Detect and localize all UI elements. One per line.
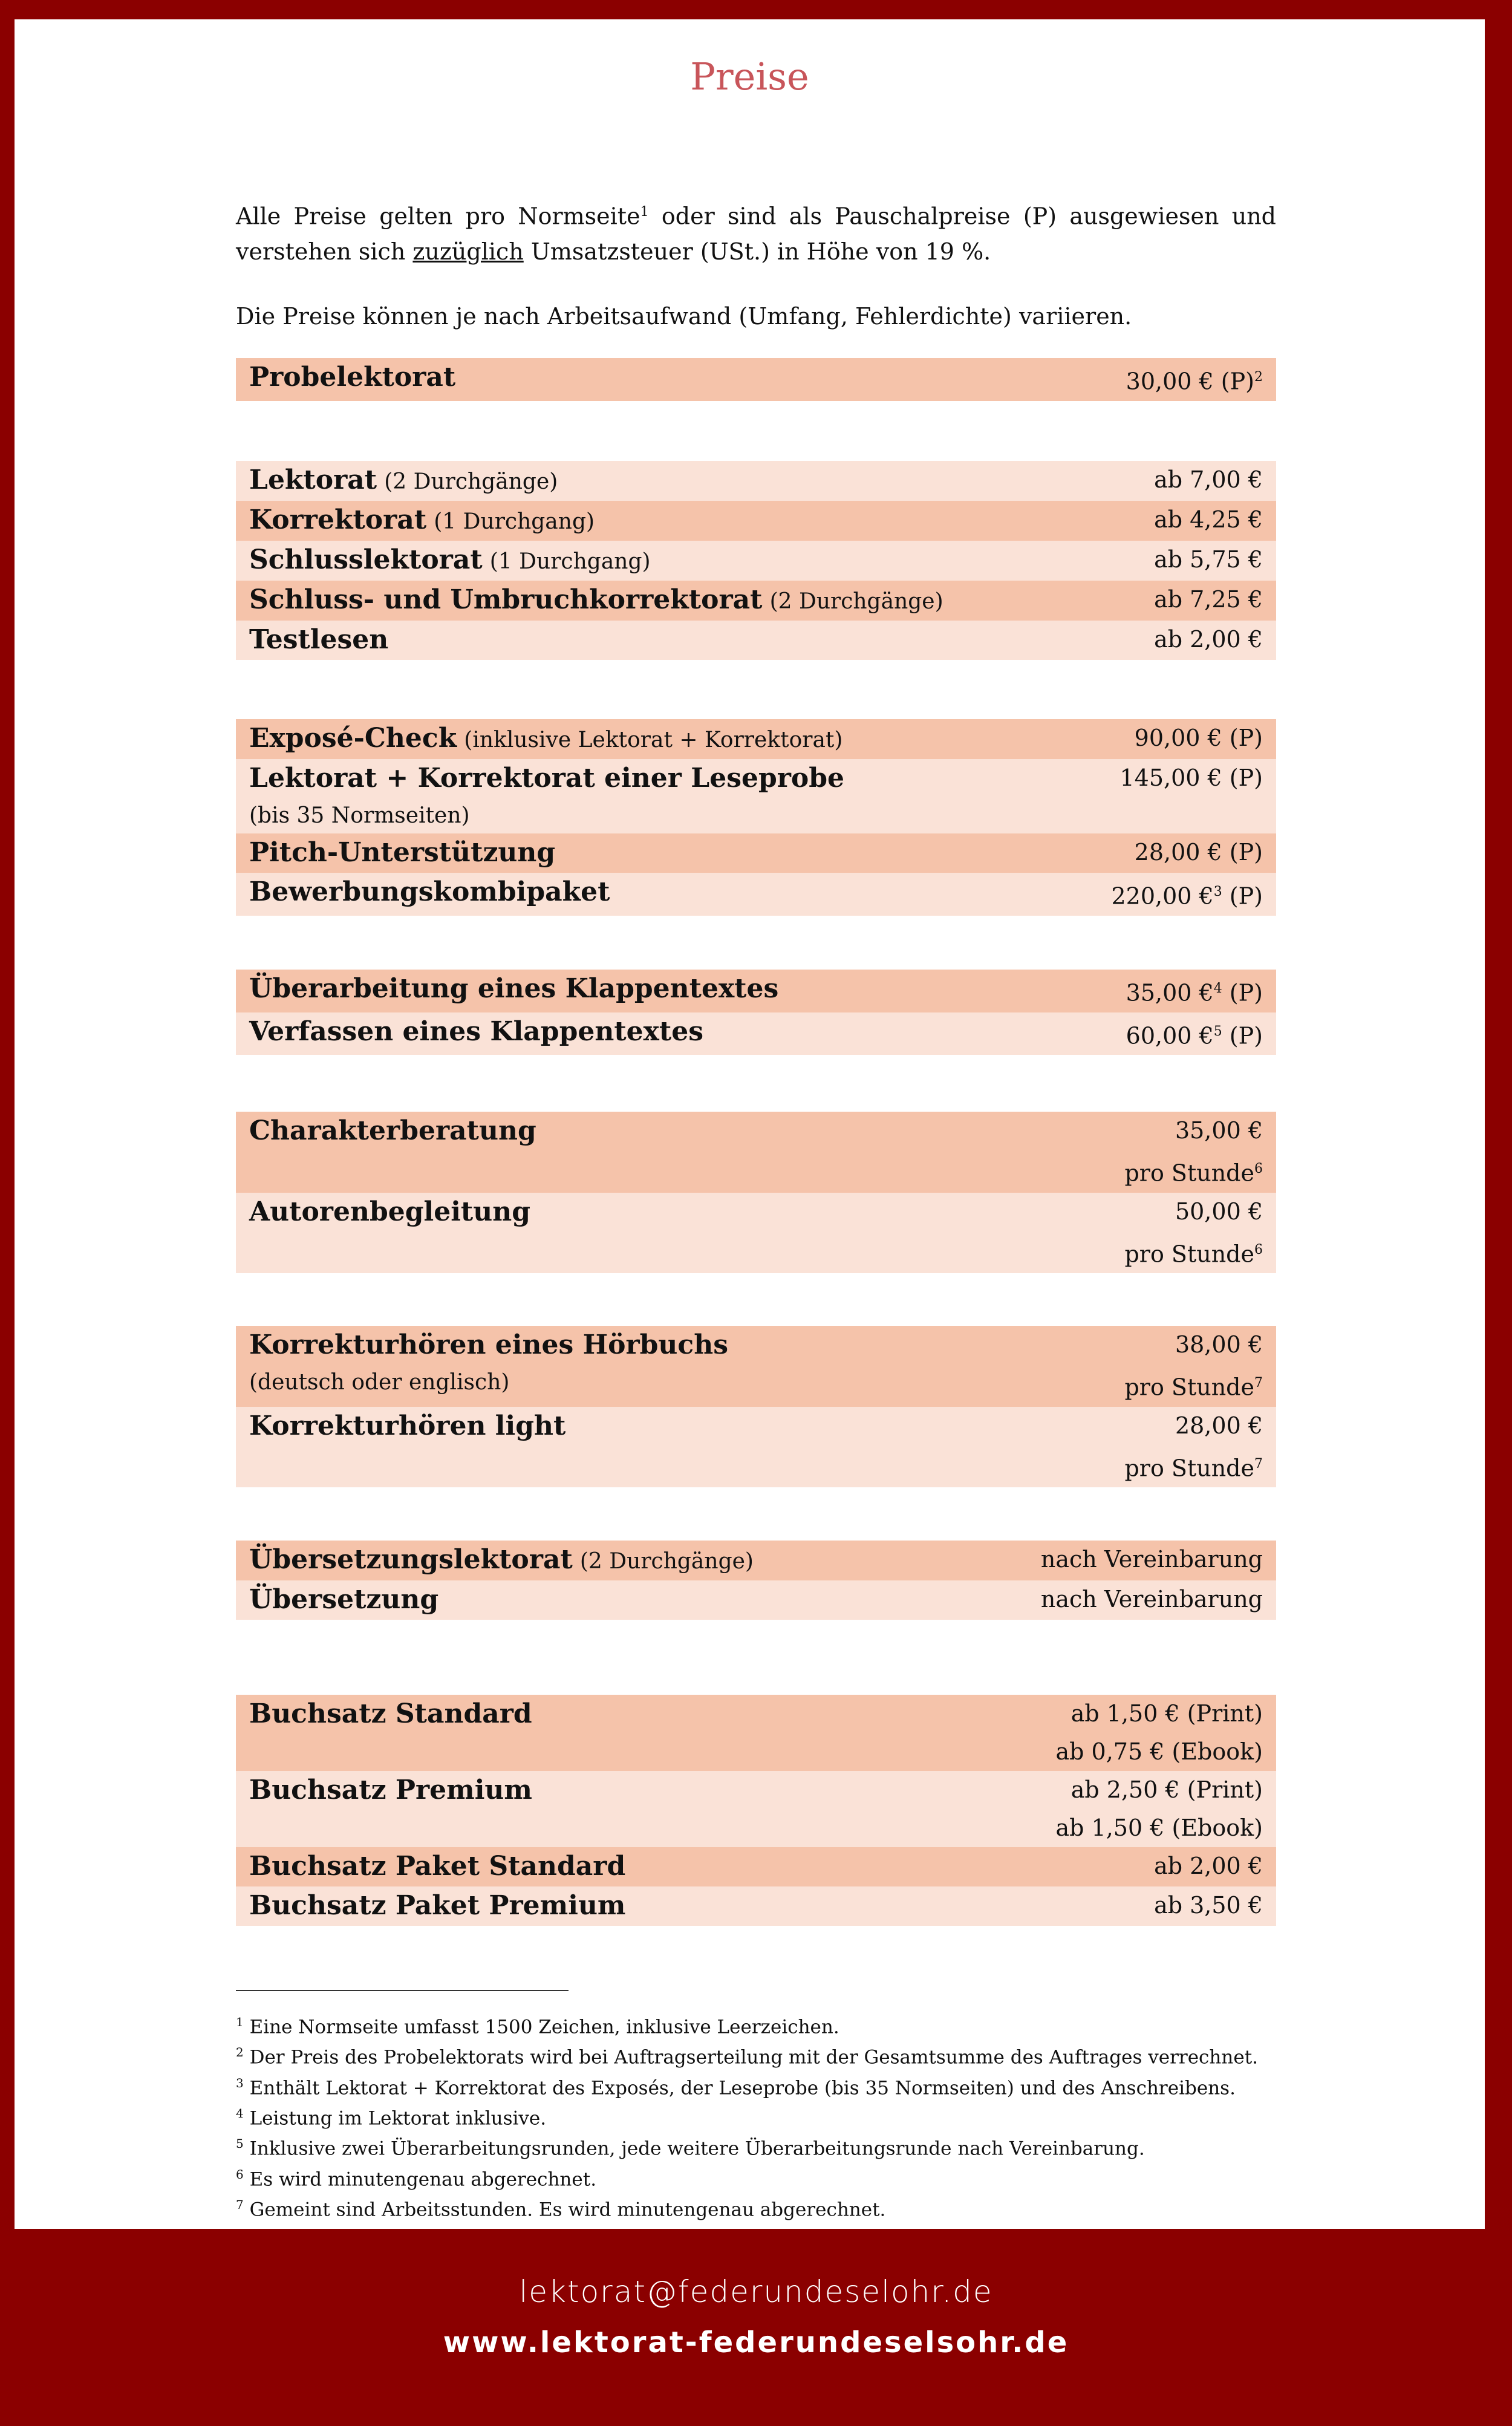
footnote: $^2$ Der Preis des Probelektorats wird bei Auftragserteilung mit der Gesamtsumme des Auftrages verrechnet. — [236, 2045, 1259, 2069]
price-row: Bewerbungskombipaket 220,00 €$^3$ (P) — [236, 873, 1276, 916]
price-group-lektorat — [236, 461, 1276, 660]
footnote: $^4$ Leistung im Lektorat inklusive. — [236, 2105, 547, 2130]
price-row: Charakterberatung 35,00 € pro Stunde$^6$ — [236, 1112, 1276, 1193]
price-group-hoerbuch — [236, 1326, 1276, 1487]
price-group-expose — [236, 719, 1276, 916]
price-row: Buchsatz Premium ab 2,50 € (Print) ab 1,50 € (Ebook) — [236, 1771, 1276, 1847]
price-row: Lektorat (2 Durchgänge) ab 7,00 € — [236, 461, 1276, 501]
price-row: Schlusslektorat (1 Durchgang) ab 5,75 € — [236, 541, 1276, 581]
price-row: Verfassen eines Klappentextes 60,00 €$^5$ (P) — [236, 1012, 1276, 1055]
price-row: Pitch-Unterstützung 28,00 € (P) — [236, 833, 1276, 873]
price-group-klappentext — [236, 970, 1276, 1055]
footer-website[interactable]: www.lektorat-federundeselsohr.de — [443, 2326, 1069, 2359]
price-row: Buchsatz Paket Premium ab 3,50 € — [236, 1886, 1276, 1926]
price-row: Lektorat + Korrektorat einer Leseprobe (bis 35 Normseiten) 145,00 € (P) — [236, 759, 1276, 833]
price-sheet — [15, 19, 1485, 2229]
price-row: Übersetzung nach Vereinbarung — [236, 1580, 1276, 1620]
footer-email[interactable]: lektorat@federundeselohr.de — [519, 2274, 993, 2309]
price-row: Buchsatz Paket Standard ab 2,00 € — [236, 1847, 1276, 1886]
price-row: Schluss- und Umbruchkorrektorat (2 Durchgänge) ab 7,25 € — [236, 581, 1276, 621]
price-group-beratung — [236, 1112, 1276, 1273]
footnote-divider — [236, 1990, 569, 1991]
price-group-buchsatz — [236, 1695, 1276, 1926]
price-row: Buchsatz Standard ab 1,50 € (Print) ab 0,75 € (Ebook) — [236, 1695, 1276, 1771]
price-row: Überarbeitung eines Klappentextes 35,00 €$^4$ (P) — [236, 970, 1276, 1012]
page-title: Preise — [690, 54, 809, 99]
price-group-probelektorat — [236, 358, 1276, 401]
footnote: $^5$ Inklusive zwei Überarbeitungsrunden, jede weitere Überarbeitungsrunde nach Vereinbarung. — [236, 2136, 1145, 2160]
footnote: $^3$ Enthält Lektorat + Korrektorat des Exposés, der Leseprobe (bis 35 Normseiten) und des Anschreibens. — [236, 2075, 1236, 2099]
price-row: Testlesen ab 2,00 € — [236, 621, 1276, 660]
price-row: Autorenbegleitung 50,00 € pro Stunde$^6$ — [236, 1193, 1276, 1274]
intro-paragraph-2: Die Preise können je nach Arbeitsaufwand (Umfang, Fehlerdichte) variieren. — [236, 303, 1132, 330]
footnote: $^6$ Es wird minutengenau abgerechnet. — [236, 2167, 597, 2190]
intro-paragraph-1: Alle Preise gelten pro Normseite$^1$ oder sind als Pauschalpreise (P) ausgewiesen und verstehen sich zuzüglich Umsatzsteuer (USt.) in Höhe von 19 %. — [236, 203, 1276, 265]
footnote: $^7$ Gemeint sind Arbeitsstunden. Es wird minutengenau abgerechnet. — [236, 2197, 886, 2221]
footnotes — [236, 2009, 1294, 2222]
price-row: Probelektorat 30,00 € $(P)^2$ — [236, 358, 1276, 401]
price-row: Korrekturhören eines Hörbuchs (deutsch oder englisch) 38,00 € pro Stunde$^7$ — [236, 1326, 1276, 1407]
footnote: $^1$ Eine Normseite umfasst 1500 Zeichen, inklusive Leerzeichen. — [236, 2015, 839, 2038]
price-row: Exposé-Check (inklusive Lektorat + Korrektorat) 90,00 € (P) — [236, 719, 1276, 759]
price-row: Korrekturhören light 28,00 € pro Stunde$^7$ — [236, 1407, 1276, 1488]
price-group-uebersetzung — [236, 1541, 1276, 1620]
price-row: Korrektorat (1 Durchgang) ab 4,25 € — [236, 501, 1276, 541]
price-row: Übersetzungslektorat (2 Durchgänge) nach Vereinbarung — [236, 1541, 1276, 1580]
